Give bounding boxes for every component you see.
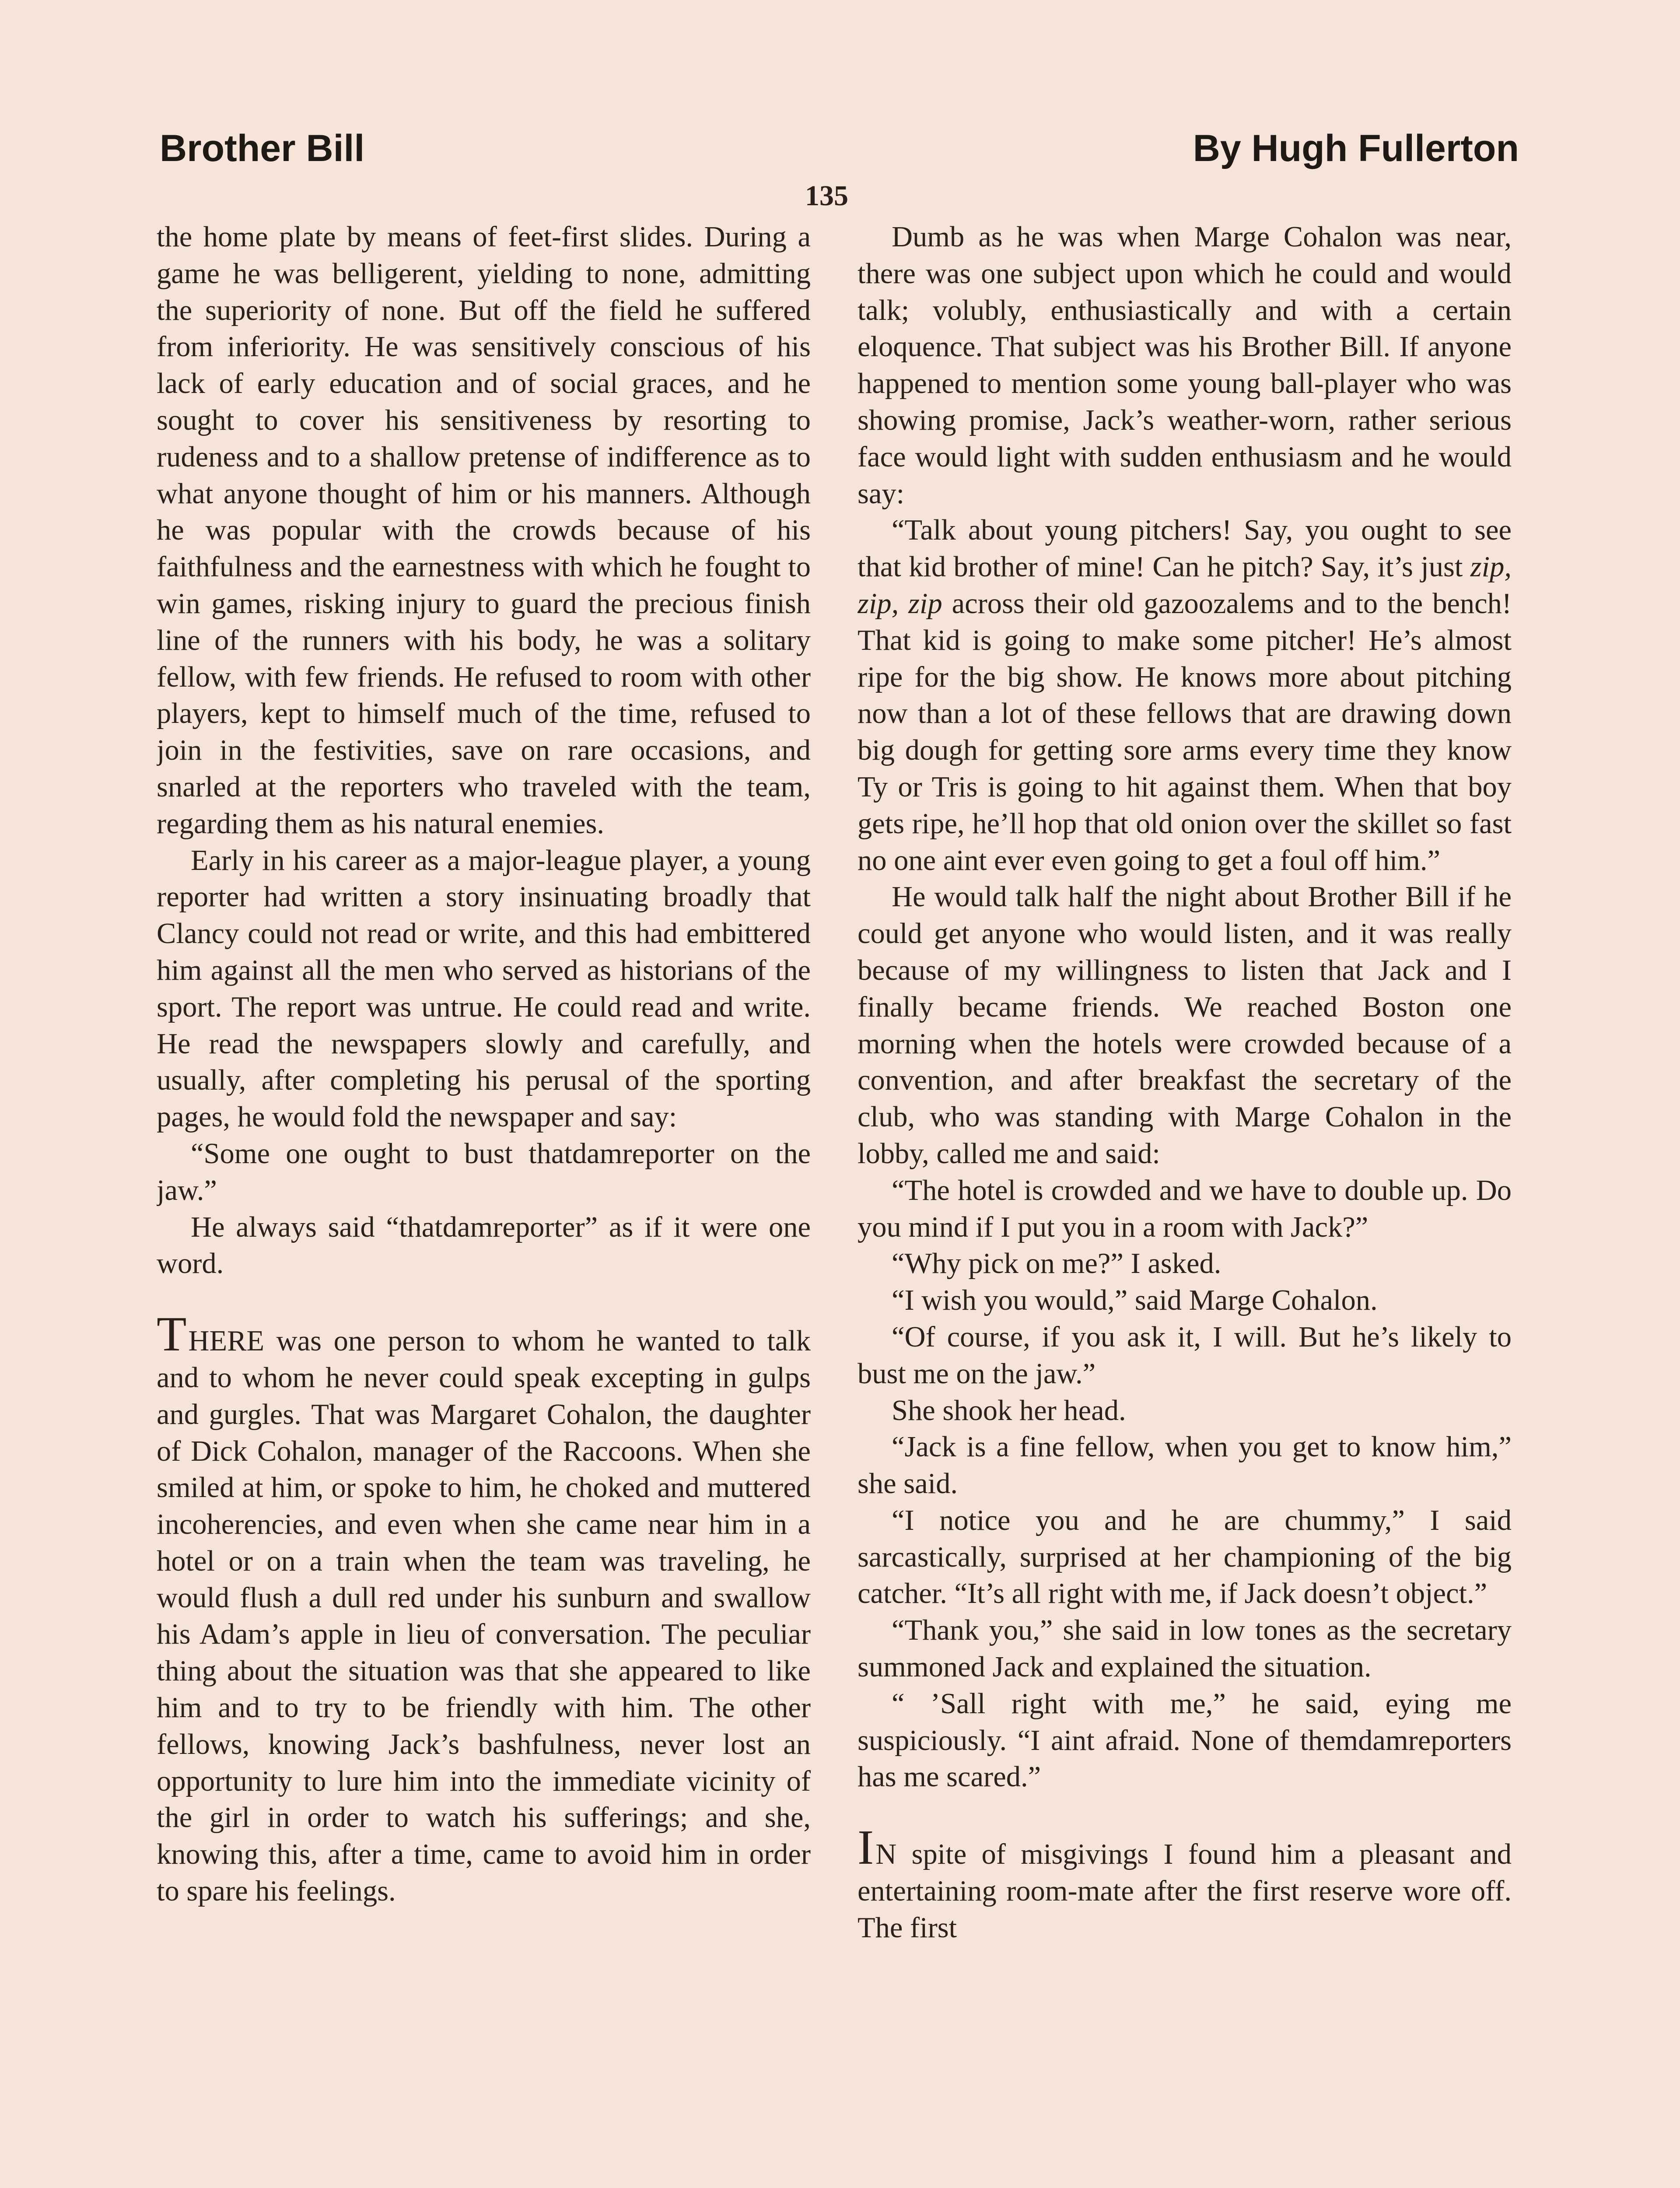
paragraph: “Thank you,” she said in low tones as the secretary summoned Jack and explained the situation. [858,1614,1512,1683]
drop-cap: I [858,1820,874,1875]
italic-text: zip, zip, zip [858,551,1512,620]
paragraph: “Of course, if you ask it, I will. But he’s likely to bust me on the jaw.” [858,1321,1512,1390]
story-title: Brother Bill [160,127,365,169]
paragraph: He would talk half the night about Brother Bill if he could get anyone who would listen, and it was really because of my willingness to listen that Jack and I finally became friends. We reached Boston one morning when the hotels were crowded because of a convention, and after breakfast the secretary of the club, who was standing with Marge Cohalon in the lobby, called me and said: [858,881,1512,1170]
author-byline: By Hugh Fullerton [1193,127,1519,169]
paragraph: “Jack is a fine fellow, when you get to know him,” she said. [858,1431,1512,1500]
paragraph: the home plate by means of feet-first slides. During a game he was belligerent, yielding to none, admitting the superiority of none. But off the field he suffered from inferiority. He was sensitively conscious of his lack of early education and of social graces, and he sought to cover his sensitiveness by resorting to rudeness and to a shallow pretense of indifference as to what anyone thought of him or his manners. Although he was popular with the crowds because of his faithfulness and the earnestness with which he fought to win games, risking injury to guard the precious finish line of the runners with his body, he was a solitary fellow, with few friends. He refused to room with other players, kept to himself much of the time, refused to join in the festivities, save on rare occasions, and snarled at the reporters who traveled with the team, regarding them as his natural enemies. [157,221,811,840]
paragraph: “Why pick on me?” I asked. [892,1248,1222,1280]
section-paragraph [858,1820,1512,1946]
section-paragraph [157,1307,811,1910]
paragraph: “The hotel is crowded and we have to double up. Do you mind if I put you in a room with Jack?” [858,1174,1512,1243]
paragraph: Dumb as he was when Marge Cohalon was near, there was one subject upon which he could and would talk; volubly, enthusiastically and with a certain eloquence. That subject was his Brother Bill. If anyone happened to mention some young ball-player who was showing promise, Jack’s weather-worn, rather serious face would light with sudden enthusiasm and he would say: [858,221,1512,510]
paragraph: “Some one ought to bust thatdamreporter on the jaw.” [157,1137,811,1206]
page-number: 135 [805,180,848,212]
paragraph: “I wish you would,” said Marge Cohalon. [892,1284,1378,1317]
paragraph-text: “Talk about young pitchers! Say, you ought to see that kid brother of mine! Can he pitch? Say, it’s just [858,514,1512,583]
left-text-column [157,219,811,2188]
right-text-column [858,219,1512,2188]
paragraph [858,512,1512,879]
paragraph: She shook her head. [892,1394,1126,1427]
paragraph: “I notice you and he are chummy,” I said sarcastically, surprised at her championing of the big catcher. “It’s all right with me, if Jack doesn’t object.” [858,1504,1512,1610]
drop-cap: T [157,1307,187,1362]
paragraph: Early in his career as a major-league player, a young reporter had written a story insinuating broadly that Clancy could not read or write, and this had embittered him against all the men who served as historians of the sport. The report was untrue. He could read and write. He read the newspapers slowly and carefully, and usually, after completing his perusal of the sporting pages, he would fold the newspaper and say: [157,844,811,1133]
paragraph: He always said “thatdamreporter” as if it were one word. [157,1211,811,1280]
paragraph-text: N spite of misgivings I found him a pleasant and entertaining room-mate after the first reserve wore off. The first [858,1838,1512,1944]
paragraph-text: across their old gazoozalems and to the bench! That kid is going to make some pitcher! He’s almost ripe for the big show. He knows more about pitching now than a lot of these fellows that are drawing down big dough for getting sore arms every time they know Ty or Tris is going to hit against them. When that boy gets ripe, he’ll hop that old onion over the skillet so fast no one aint ever even going to get a foul off him.” [858,587,1512,877]
paragraph: “ ’Sall right with me,” he said, eying me suspiciously. “I aint afraid. None of themdamreporters has me scared.” [858,1687,1512,1793]
paragraph-text: HERE was one person to whom he wanted to talk and to whom he never could speak excepting in gulps and gurgles. That was Margaret Cohalon, the daughter of Dick Cohalon, manager of the Raccoons. When she smiled at him, or spoke to him, he choked and muttered incoherencies, and even when she came near him in a hotel or on a train when the team was traveling, he would flush a dull red under his sunburn and swallow his Adam’s apple in lieu of conversation. The peculiar thing about the situation was that she appeared to like him and to try to be friendly with him. The other fellows, knowing Jack’s bashfulness, never lost an opportunity to lure him into the immediate vicinity of the girl in order to watch his sufferings; and she, knowing this, after a time, came to avoid him in order to spare his feelings. [157,1325,811,1907]
